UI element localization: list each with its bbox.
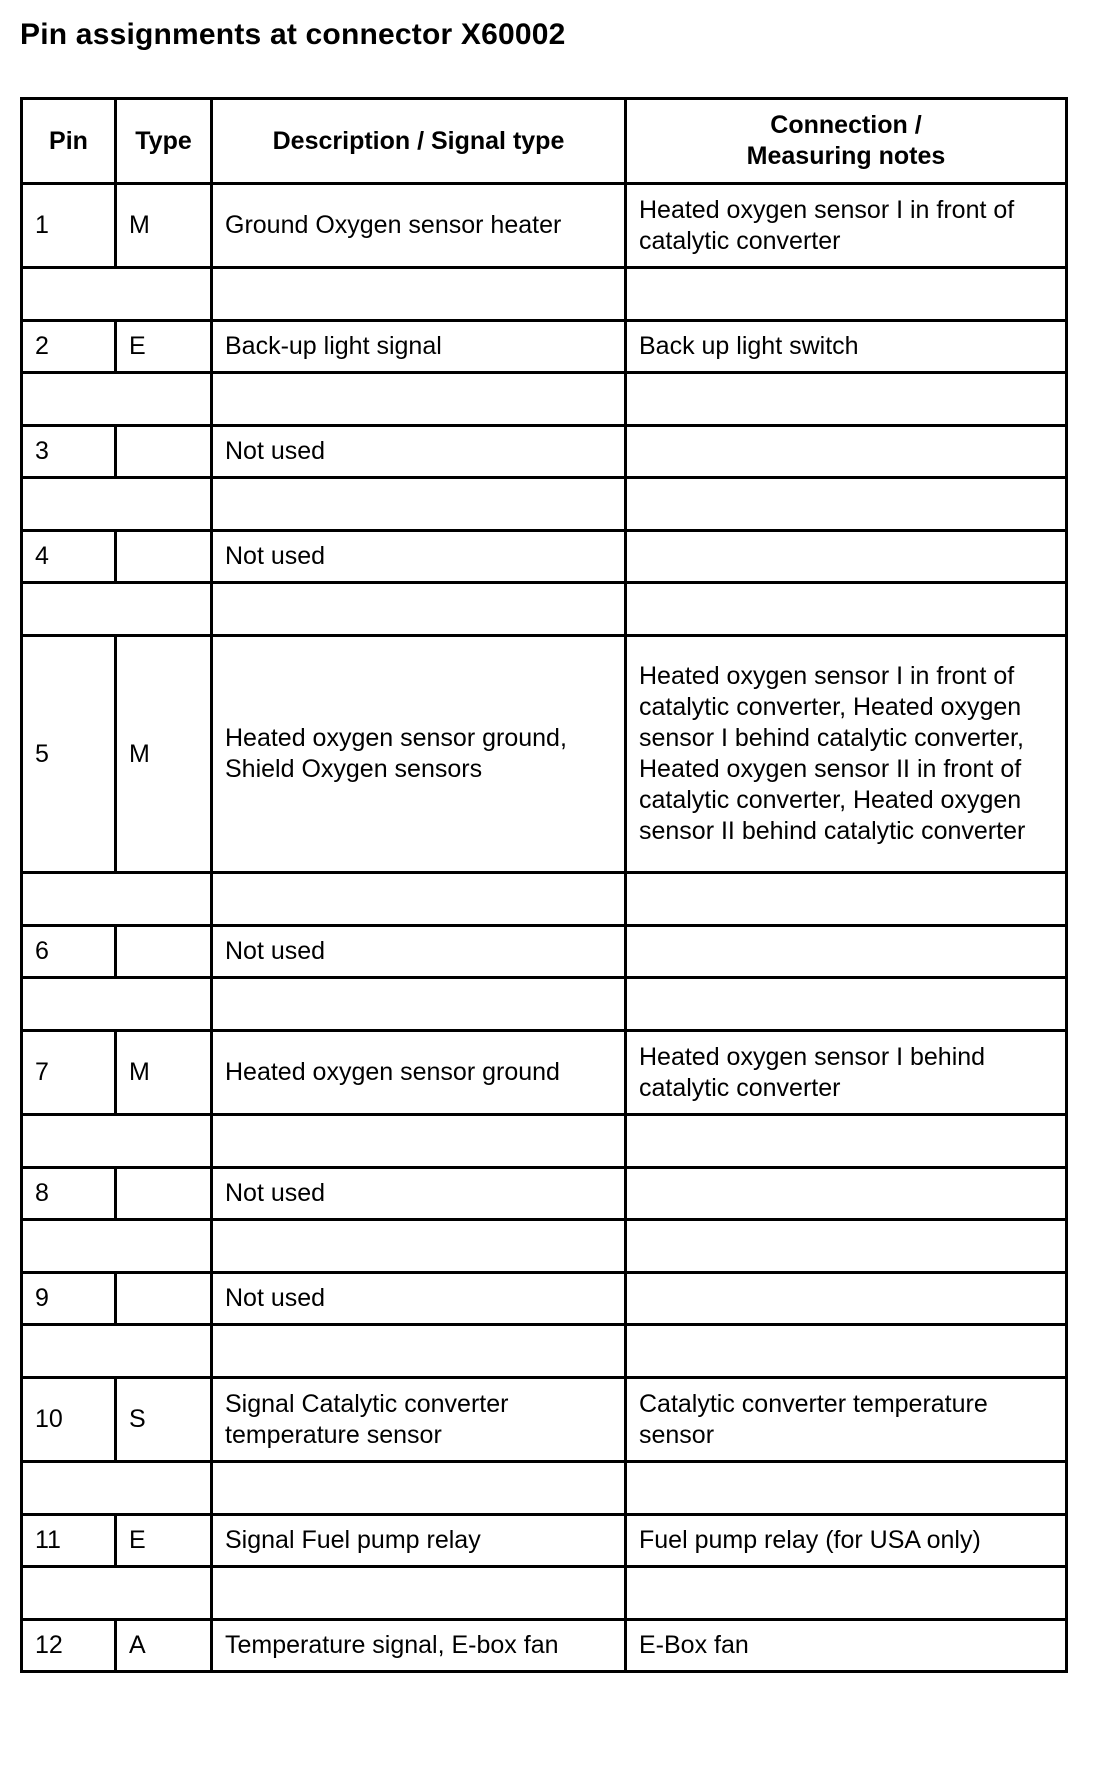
spacer-row xyxy=(22,268,1067,321)
notes-cell: Catalytic converter temperature sensor xyxy=(626,1378,1067,1462)
pin-cell: 12 xyxy=(22,1620,116,1672)
notes-cell xyxy=(626,1168,1067,1220)
type-cell: M xyxy=(116,184,212,268)
type-cell xyxy=(116,426,212,478)
description-cell: Back-up light signal xyxy=(212,321,626,373)
spacer-row xyxy=(22,373,1067,426)
column-header-pin: Pin xyxy=(22,99,116,184)
spacer-row xyxy=(22,583,1067,636)
pin-cell: 8 xyxy=(22,1168,116,1220)
table-row xyxy=(22,321,1067,373)
notes-cell xyxy=(626,1273,1067,1325)
notes-cell xyxy=(626,531,1067,583)
pin-cell: 11 xyxy=(22,1515,116,1567)
spacer-row xyxy=(22,1115,1067,1168)
description-cell: Not used xyxy=(212,426,626,478)
pin-assignment-table xyxy=(20,97,1068,1673)
pin-cell: 5 xyxy=(22,636,116,873)
notes-cell: Fuel pump relay (for USA only) xyxy=(626,1515,1067,1567)
type-cell xyxy=(116,1168,212,1220)
table-row xyxy=(22,184,1067,268)
table-row xyxy=(22,1620,1067,1672)
notes-cell xyxy=(626,426,1067,478)
column-header-description: Description / Signal type xyxy=(212,99,626,184)
spacer-row xyxy=(22,1220,1067,1273)
column-header-notes-line2: Measuring notes xyxy=(746,142,946,170)
notes-cell: Back up light switch xyxy=(626,321,1067,373)
description-cell: Temperature signal, E-box fan xyxy=(212,1620,626,1672)
pin-cell: 6 xyxy=(22,926,116,978)
pin-cell: 3 xyxy=(22,426,116,478)
type-cell: A xyxy=(116,1620,212,1672)
spacer-row xyxy=(22,978,1067,1031)
column-header-notes-line1: Connection / xyxy=(770,111,922,139)
type-cell xyxy=(116,531,212,583)
description-cell: Signal Catalytic converter temperature sensor xyxy=(212,1378,626,1462)
pin-cell: 2 xyxy=(22,321,116,373)
type-cell: M xyxy=(116,1031,212,1115)
description-cell: Not used xyxy=(212,926,626,978)
type-cell: E xyxy=(116,321,212,373)
notes-cell: Heated oxygen sensor I behind catalytic converter xyxy=(626,1031,1067,1115)
spacer-row xyxy=(22,478,1067,531)
spacer-row xyxy=(22,1462,1067,1515)
description-cell: Not used xyxy=(212,1273,626,1325)
table-row xyxy=(22,636,1067,873)
table-row xyxy=(22,531,1067,583)
pin-cell: 7 xyxy=(22,1031,116,1115)
type-cell: S xyxy=(116,1378,212,1462)
notes-cell: Heated oxygen sensor I in front of catalytic converter, Heated oxygen sensor I behind catalytic converter, Heated oxygen sensor II in front of catalytic converter, Heated oxygen sensor II behind catalytic converter xyxy=(626,636,1067,873)
spacer-row xyxy=(22,1325,1067,1378)
description-cell: Not used xyxy=(212,531,626,583)
description-cell: Signal Fuel pump relay xyxy=(212,1515,626,1567)
type-cell xyxy=(116,1273,212,1325)
table-header-row xyxy=(22,99,1067,184)
table-row xyxy=(22,1515,1067,1567)
pin-cell: 4 xyxy=(22,531,116,583)
table-row xyxy=(22,1273,1067,1325)
table-row xyxy=(22,1168,1067,1220)
type-cell xyxy=(116,926,212,978)
pin-cell: 1 xyxy=(22,184,116,268)
spacer-row xyxy=(22,873,1067,926)
spacer-row xyxy=(22,1567,1067,1620)
column-header-type: Type xyxy=(116,99,212,184)
page-title: Pin assignments at connector X60002 xyxy=(20,18,566,51)
table-row xyxy=(22,1378,1067,1462)
description-cell: Heated oxygen sensor ground xyxy=(212,1031,626,1115)
notes-cell: Heated oxygen sensor I in front of catalytic converter xyxy=(626,184,1067,268)
notes-cell xyxy=(626,926,1067,978)
pin-cell: 9 xyxy=(22,1273,116,1325)
table-row xyxy=(22,926,1067,978)
pin-cell: 10 xyxy=(22,1378,116,1462)
description-cell: Ground Oxygen sensor heater xyxy=(212,184,626,268)
column-header-notes xyxy=(626,99,1067,184)
type-cell: M xyxy=(116,636,212,873)
table-row xyxy=(22,426,1067,478)
notes-cell: E-Box fan xyxy=(626,1620,1067,1672)
table-row xyxy=(22,1031,1067,1115)
description-cell: Not used xyxy=(212,1168,626,1220)
description-cell: Heated oxygen sensor ground, Shield Oxygen sensors xyxy=(212,636,626,873)
type-cell: E xyxy=(116,1515,212,1567)
